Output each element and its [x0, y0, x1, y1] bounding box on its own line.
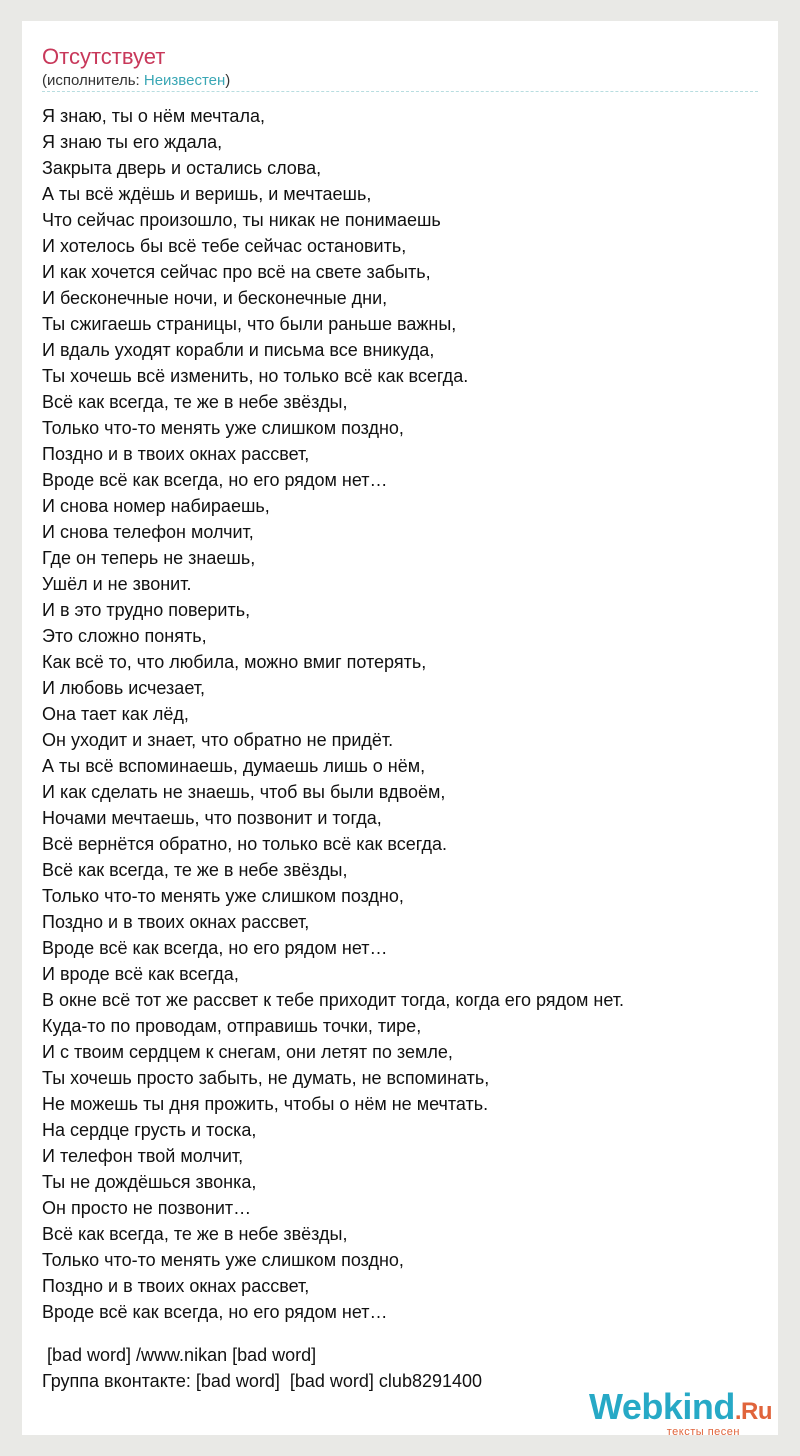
lyric-line: И с твоим сердцем к снегам, они летят по земле, — [42, 1042, 453, 1062]
lyrics-card — [22, 21, 778, 1438]
lyric-line: Вроде всё как всегда, но его рядом нет… — [42, 470, 388, 490]
lyric-line: И как хочется сейчас про всё на свете забыть, — [42, 262, 431, 282]
lyric-line: И в это трудно поверить, — [42, 600, 251, 620]
lyric-line: Что сейчас произошло, ты никак не понимаешь — [42, 210, 441, 230]
performer-link[interactable]: Неизвестен — [143, 72, 226, 89]
performer-suffix: ) — [225, 72, 231, 89]
lyric-line: Только что-то менять уже слишком поздно, — [42, 1250, 404, 1270]
lyric-line: Не можешь ты дня прожить, чтобы о нём не мечтать. — [42, 1094, 489, 1114]
lyrics-text — [42, 103, 758, 1325]
footer-note — [42, 1342, 482, 1394]
song-title: Отсутствует — [42, 44, 166, 69]
lyric-line: Она тает как лёд, — [42, 704, 189, 724]
title-divider — [42, 91, 758, 92]
lyric-line: Вроде всё как всегда, но его рядом нет… — [42, 1302, 388, 1322]
lyric-line: В окне всё тот же рассвет к тебе приходит тогда, когда его рядом нет. — [42, 990, 625, 1010]
lyric-line: Всё как всегда, те же в небе звёзды, — [42, 1224, 348, 1244]
logo-tld: .Ru — [734, 1398, 772, 1425]
lyric-line: Ты не дождёшься звонка, — [42, 1172, 257, 1192]
lyric-line: Закрыта дверь и остались слова, — [42, 158, 322, 178]
lyric-line: Только что-то менять уже слишком поздно, — [42, 886, 404, 906]
lyric-line: И снова телефон молчит, — [42, 522, 254, 542]
lyric-line: Ночами мечтаешь, что позвонит и тогда, — [42, 808, 382, 828]
logo-brand-text: Webkind — [588, 1386, 735, 1427]
lyric-line: А ты всё вспоминаешь, думаешь лишь о нём, — [42, 756, 426, 776]
lyric-line: И как сделать не знаешь, чтоб вы были вдвоём, — [42, 782, 446, 802]
lyric-line: Всё вернётся обратно, но только всё как всегда. — [42, 834, 448, 854]
lyric-line: Только что-то менять уже слишком поздно, — [42, 418, 404, 438]
lyric-line: Поздно и в твоих окнах рассвет, — [42, 912, 310, 932]
lyric-line: Ты хочешь всё изменить, но только всё как всегда. — [42, 366, 469, 386]
lyric-line: Вроде всё как всегда, но его рядом нет… — [42, 938, 388, 958]
footer-line-group: Группа вконтакте: [bad word] [bad word] club8291400 — [42, 1371, 483, 1391]
lyric-line: Поздно и в твоих окнах рассвет, — [42, 1276, 310, 1296]
footer-line-source: [bad word] /www.nikan [bad word] — [42, 1345, 317, 1365]
lyric-line: И снова номер набираешь, — [42, 496, 270, 516]
lyric-line: Я знаю, ты о нём мечтала, — [42, 106, 265, 126]
lyric-line: Я знаю ты его ждала, — [42, 132, 223, 152]
lyric-line: Ты хочешь просто забыть, не думать, не вспоминать, — [42, 1068, 490, 1088]
lyric-line: И телефон твой молчит, — [42, 1146, 244, 1166]
lyric-line: Всё как всегда, те же в небе звёзды, — [42, 860, 348, 880]
performer-prefix: (исполнитель: — [42, 72, 144, 89]
lyric-line: Это сложно понять, — [42, 626, 207, 646]
lyric-line: Он уходит и знает, что обратно не придёт. — [42, 730, 394, 750]
lyric-line: И бесконечные ночи, и бесконечные дни, — [42, 288, 388, 308]
lyric-line: И вдаль уходят корабли и письма все вникуда, — [42, 340, 435, 360]
lyric-line: И любовь исчезает, — [42, 678, 205, 698]
performer-line — [42, 72, 230, 89]
lyric-line: Поздно и в твоих окнах рассвет, — [42, 444, 310, 464]
logo-brand — [588, 1386, 772, 1430]
site-logo[interactable] — [588, 1386, 772, 1438]
lyric-line: И вроде всё как всегда, — [42, 964, 239, 984]
lyric-line: Ушёл и не звонит. — [42, 574, 192, 594]
lyric-line: Он просто не позвонит… — [42, 1198, 252, 1218]
logo-tagline: тексты песен — [666, 1426, 740, 1438]
lyric-line: Ты сжигаешь страницы, что были раньше важны, — [42, 314, 457, 334]
lyric-line: Где он теперь не знаешь, — [42, 548, 256, 568]
lyric-line: Всё как всегда, те же в небе звёзды, — [42, 392, 348, 412]
lyric-line: Как всё то, что любила, можно вмиг потерять, — [42, 652, 427, 672]
lyric-line: Куда-то по проводам, отправишь точки, тире, — [42, 1016, 422, 1036]
lyric-line: А ты всё ждёшь и веришь, и мечтаешь, — [42, 184, 372, 204]
lyric-line: На сердце грусть и тоска, — [42, 1120, 257, 1140]
lyric-line: И хотелось бы всё тебе сейчас остановить, — [42, 236, 407, 256]
